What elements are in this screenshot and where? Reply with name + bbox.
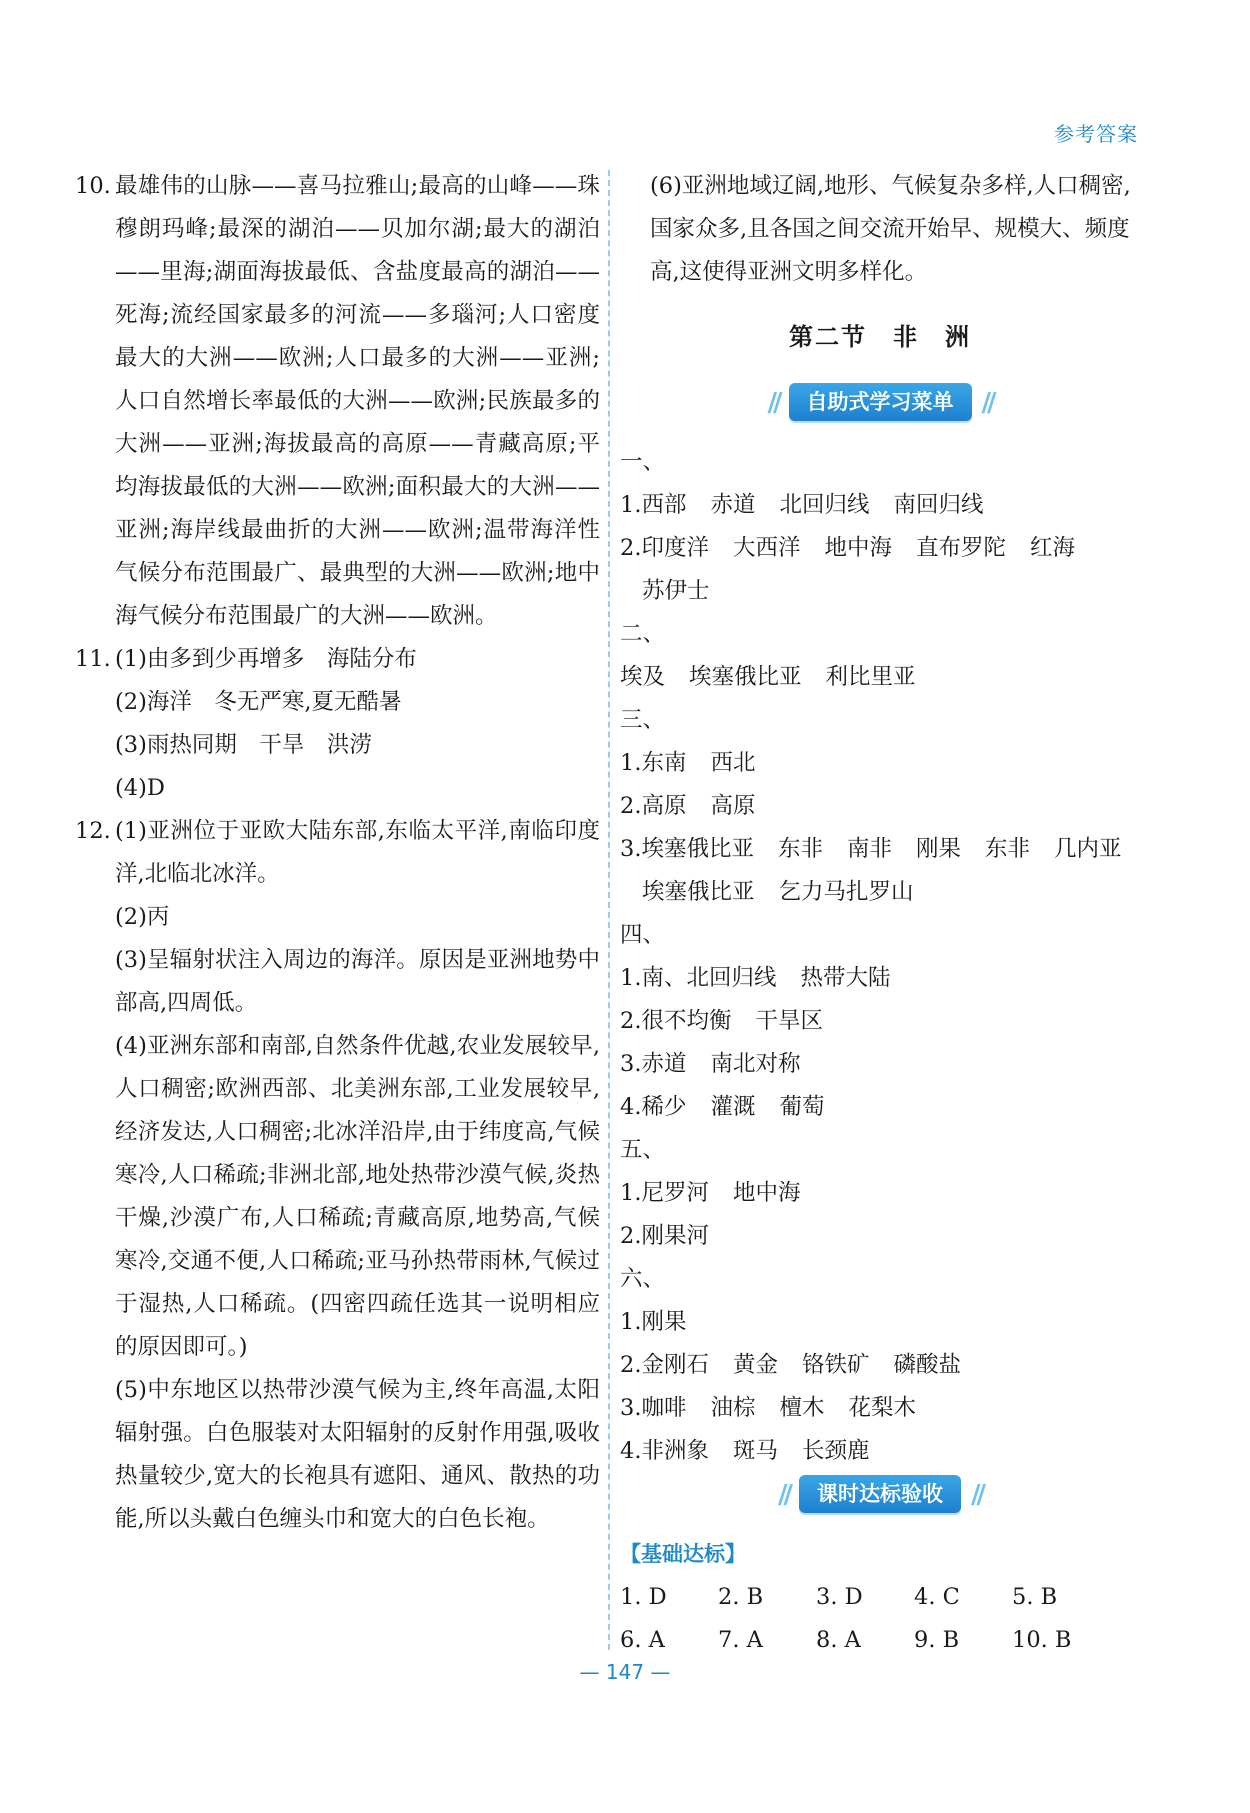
slash-decoration-icon: // (971, 1479, 982, 1510)
page-number: — 147 — (579, 1660, 671, 1684)
answer-item: 埃塞俄比亚 (689, 664, 802, 690)
answer-item: 非洲象 (641, 1438, 709, 1464)
answer-item: 埃塞俄比亚 (642, 879, 755, 905)
basic-level-label: 【基础达标】 (620, 1542, 746, 1566)
answer-row (620, 656, 1140, 699)
row-number: 3. (620, 1051, 642, 1077)
answer-item: 很不均衡 (641, 1008, 732, 1034)
answer-row-continuation: 苏伊士 (642, 578, 710, 604)
answer-item: 东南 (641, 750, 687, 776)
slash-decoration-icon: // (981, 387, 993, 418)
header-answer-label: 参考答案 (1054, 122, 1138, 146)
answer-row (620, 828, 1140, 871)
choice-answer: 9. B (914, 1627, 960, 1653)
answer-item: 南非 (847, 836, 893, 862)
answer-row (620, 1430, 1140, 1473)
answer-item: 刚果河 (641, 1223, 709, 1249)
answer-row (620, 1301, 1140, 1344)
question-number: 11. (75, 646, 111, 672)
answer-item: 大西洋 (732, 535, 801, 561)
answer-item: 印度洋 (641, 535, 709, 561)
answer-item: 高原 (641, 793, 687, 819)
group-heading: 二、 (620, 621, 666, 647)
answer-part: (1)亚洲位于亚欧大陆东部,东临太平洋,南临印度洋,北临北冰洋。 (115, 818, 600, 887)
answer-row (620, 484, 1140, 527)
answer-row (620, 871, 1140, 914)
answer-part: (3)呈辐射状注入周边的海洋。原因是亚洲地势中部高,四周低。 (115, 947, 600, 1016)
answer-item: 利比里亚 (825, 664, 916, 690)
answer-text: 最雄伟的山脉——喜马拉雅山;最高的山峰——珠穆朗玛峰;最深的湖泊——贝加尔湖;最大的湖泊——里海;湖面海拔最低、含盐度最高的湖泊——死海;流经国家最多的河流——多瑙河;人口密度最大的大洲——欧洲;人口最多的大洲——亚洲;人口自然增长率最低的大洲——欧洲;民族最多的大洲——亚洲;海拔最高的高原——青藏高原;平均海拔最低的大洲——欧洲;面积最大的大洲——亚洲;海岸线最曲折的大洲——欧洲;温带海洋性气候分布范围最广、最典型的大洲——欧洲;地中海气候分布范围最广的大洲——欧洲。 (115, 173, 600, 629)
column-divider (608, 170, 610, 1650)
answer-item: 东非 (777, 836, 823, 862)
answer-row (620, 1043, 1140, 1086)
answer-row (620, 957, 1140, 1000)
question-12 (75, 810, 600, 1541)
choice-answer: 3. D (816, 1584, 863, 1610)
answer-row (620, 1215, 1140, 1258)
answer-item: 埃塞俄比亚 (641, 836, 754, 862)
section-title: 第二节 非 洲 (789, 323, 971, 351)
answer-item: 葡萄 (779, 1094, 825, 1120)
answer-item: 长颈鹿 (802, 1438, 870, 1464)
choice-answer: 5. B (1012, 1584, 1058, 1610)
answer-row (620, 1000, 1140, 1043)
answer-part: (5)中东地区以热带沙漠气候为主,终年高温,太阳辐射强。白色服装对太阳辐射的反射作用强,吸收热量较少,宽大的长袍具有遮阳、通风、散热的功能,所以头戴白色缠头巾和宽大的白色长袍。 (115, 1377, 600, 1532)
banner-label: 自助式学习菜单 (789, 383, 972, 421)
answer-item: 埃及 (620, 664, 666, 690)
group-heading: 一、 (620, 449, 666, 475)
right-column (620, 165, 1140, 1662)
answer-item: 赤道 (641, 1051, 687, 1077)
answer-item: 赤道 (710, 492, 756, 518)
answer-item: 尼罗河 (641, 1180, 709, 1206)
banner-self-study (620, 381, 1140, 433)
row-number: 3. (620, 836, 642, 862)
answer-part: (1)由多到少再增多 海陆分布 (115, 646, 417, 672)
answer-item: 磷酸盐 (893, 1352, 962, 1378)
answer-part: (4)亚洲东部和南部,自然条件优越,农业发展较早,人口稠密;欧洲西部、北美洲东部,工业发展较早,经济发达,人口稠密;北冰洋沿岸,由于纬度高,气候寒冷,人口稀疏;非洲北部,地处热带沙漠气候,炎热干燥,沙漠广布,人口稀疏;青藏高原,地势高,气候寒冷,交通不便,人口稀疏;亚马孙热带雨林,气候过于湿热,人口稀疏。(四密四疏任选其一说明相应的原因即可。) (115, 1033, 600, 1360)
row-number: 3. (620, 1395, 642, 1421)
group-heading: 六、 (620, 1266, 666, 1292)
answer-item: 稀少 (641, 1094, 687, 1120)
row-number: 2. (620, 1223, 642, 1249)
answer-item: 黄金 (732, 1352, 778, 1378)
question-number: 10. (75, 173, 111, 199)
answer-groups (620, 441, 1140, 1473)
row-number: 4. (620, 1094, 642, 1120)
answer-item: 直布罗陀 (916, 535, 1007, 561)
choice-answer: 7. A (718, 1627, 763, 1653)
answer-item: 干旱区 (755, 1008, 823, 1034)
answer-item: 南北对称 (710, 1051, 801, 1077)
answer-item: 热带大陆 (800, 965, 891, 991)
answer-item: 西部 (641, 492, 687, 518)
row-number: 2. (620, 1008, 642, 1034)
answer-item: 咖啡 (641, 1395, 687, 1421)
answer-item: 刚果 (641, 1309, 687, 1335)
answer-item: 南回归线 (893, 492, 984, 518)
row-number (620, 879, 642, 905)
row-number: 2. (620, 793, 642, 819)
question-12-part-6: (6)亚洲地域辽阔,地形、气候复杂多样,人口稠密,国家众多,且各国之间交流开始早、规模大、频度高,这使得亚洲文明多样化。 (650, 173, 1131, 285)
row-number: 1. (620, 492, 642, 518)
slash-decoration-icon: // (767, 387, 779, 418)
answer-item: 高原 (710, 793, 756, 819)
answer-item: 刚果 (916, 836, 962, 862)
answer-part: (2)丙 (115, 904, 170, 930)
answer-part: (2)海洋 冬无严寒,夏无酷暑 (115, 689, 402, 715)
answer-item: 南、北回归线 (641, 965, 777, 991)
question-11 (75, 638, 600, 810)
answer-part: (3)雨热同期 干旱 洪涝 (115, 732, 372, 758)
row-number: 4. (620, 1438, 642, 1464)
choice-answer: 1. D (620, 1584, 667, 1610)
row-number: 2. (620, 535, 642, 561)
group-heading: 四、 (620, 922, 666, 948)
answer-item: 东非 (985, 836, 1031, 862)
answer-row (620, 1387, 1140, 1430)
answer-item: 油棕 (710, 1395, 756, 1421)
answer-item: 地中海 (824, 535, 893, 561)
row-number: 2. (620, 1352, 642, 1378)
answer-item: 北回归线 (779, 492, 870, 518)
row-number: 1. (620, 1180, 642, 1206)
choice-answer: 6. A (620, 1627, 665, 1653)
question-10 (75, 165, 600, 638)
answer-item: 铬铁矿 (802, 1352, 870, 1378)
answer-item: 红海 (1030, 535, 1076, 561)
banner-label: 课时达标验收 (799, 1475, 961, 1513)
choice-answer: 2. B (718, 1584, 764, 1610)
group-heading: 三、 (620, 707, 666, 733)
answer-item: 灌溉 (710, 1094, 756, 1120)
answer-item: 金刚石 (641, 1352, 709, 1378)
row-number: 1. (620, 965, 642, 991)
answer-item: 斑马 (732, 1438, 778, 1464)
group-heading: 五、 (620, 1137, 666, 1163)
answer-parts (115, 810, 600, 1541)
question-number: 12. (75, 818, 111, 844)
row-number: 1. (620, 1309, 642, 1335)
multiple-choice-answers (620, 1576, 1140, 1662)
answer-row (620, 527, 1140, 570)
answer-row (620, 1344, 1140, 1387)
slash-decoration-icon: // (778, 1479, 789, 1510)
answer-item: 檀木 (779, 1395, 825, 1421)
answer-item: 乞力马扎罗山 (778, 879, 914, 905)
answer-item: 西北 (710, 750, 756, 776)
choice-answer: 10. B (1012, 1627, 1072, 1653)
answer-parts (115, 638, 600, 810)
answer-row (620, 785, 1140, 828)
answer-item: 花梨木 (848, 1395, 917, 1421)
left-column (75, 165, 600, 1541)
answer-part: (4)D (115, 775, 165, 801)
choice-answer: 8. A (816, 1627, 861, 1653)
answer-item: 几内亚 (1054, 836, 1122, 862)
answer-row (620, 1172, 1140, 1215)
choice-answer: 4. C (914, 1584, 960, 1610)
answer-row (620, 1086, 1140, 1129)
answer-item: 地中海 (732, 1180, 801, 1206)
banner-lesson-check (620, 1473, 1140, 1525)
row-number: 1. (620, 750, 642, 776)
answer-row (620, 742, 1140, 785)
